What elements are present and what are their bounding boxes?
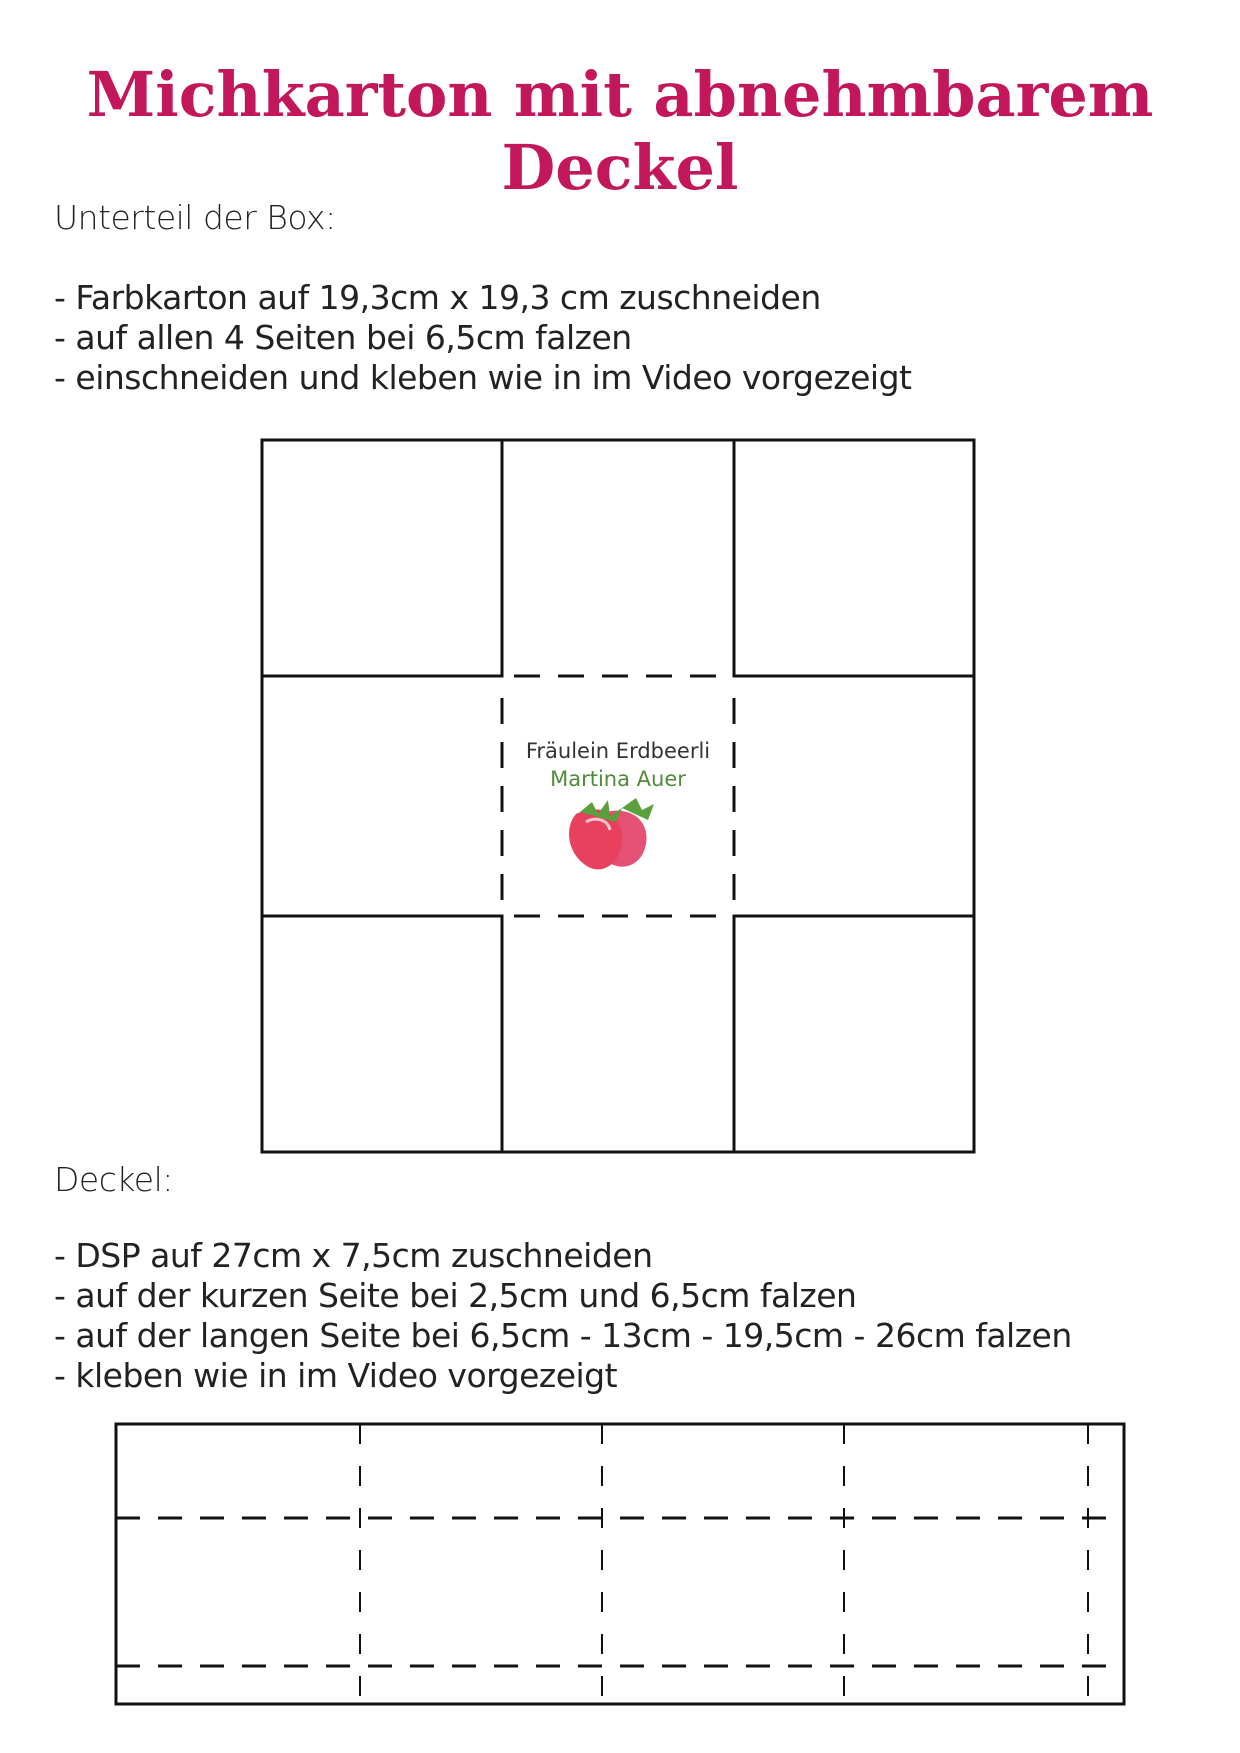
- cut-line: [262, 916, 502, 1152]
- lid-step: - DSP auf 27cm x 7,5cm zuschneiden: [54, 1236, 653, 1275]
- lid-step: - kleben wie in im Video vorgezeigt: [54, 1356, 618, 1395]
- cut-line: [262, 440, 502, 676]
- logo: [526, 739, 710, 869]
- cut-line: [734, 916, 974, 1152]
- lid-section-heading: Deckel:: [54, 1160, 173, 1199]
- cut-line: [734, 440, 974, 676]
- box-template-diagram: [258, 436, 978, 1156]
- box-section-heading: Unterteil der Box:: [54, 198, 336, 237]
- lid-step: - auf der kurzen Seite bei 2,5cm und 6,5cm falzen: [54, 1276, 857, 1315]
- box-step: - auf allen 4 Seiten bei 6,5cm falzen: [54, 318, 632, 357]
- logo-author: Martina Auer: [550, 767, 686, 791]
- box-steps-list: [54, 278, 912, 398]
- strawberry-icon: [569, 798, 654, 869]
- lid-step: - auf der langen Seite bei 6,5cm - 13cm - 19,5cm - 26cm falzen: [54, 1316, 1072, 1355]
- lid-outline: [116, 1424, 1124, 1704]
- lid-steps-list: [54, 1236, 1072, 1396]
- box-outline: [262, 440, 974, 1152]
- lid-template-diagram: [112, 1420, 1132, 1710]
- logo-name: Fräulein Erdbeerli: [525, 739, 711, 763]
- box-step: - Farbkarton auf 19,3cm x 19,3 cm zuschneiden: [54, 278, 821, 317]
- box-step: - einschneiden und kleben wie in im Video vorgezeigt: [54, 358, 912, 397]
- page-title: Michkarton mit abnehmbarem Deckel: [86, 58, 1154, 204]
